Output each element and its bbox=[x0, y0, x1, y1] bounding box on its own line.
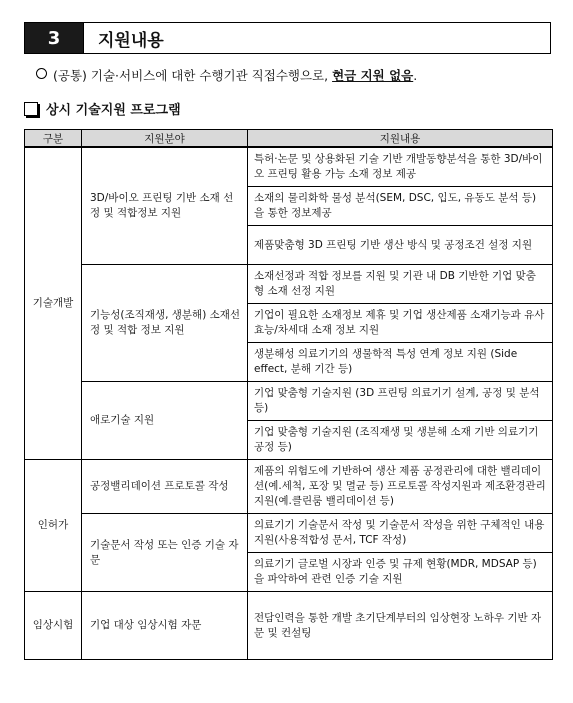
table-row bbox=[25, 265, 553, 304]
content-cell: 의료기기 기술문서 작성 및 기술문서 작성을 위한 구체적인 내용 지원(사용적합성 문서, TCF 작성) bbox=[248, 514, 553, 553]
content-cell: 생분해성 의료기기의 생물학적 특성 연계 정보 지원 (Side effect, 분해 기간 등) bbox=[248, 343, 553, 382]
table-row bbox=[25, 514, 553, 553]
content-cell: 기업 맞춤형 기술지원 (3D 프린팅 의료기기 설계, 공정 및 분석 등) bbox=[248, 382, 553, 421]
notice-emphasis: 현금 지원 없음 bbox=[332, 68, 414, 83]
notice-text: (공통) 기술·서비스에 대한 수행기관 직접수행으로, bbox=[53, 68, 333, 83]
table-header-row bbox=[25, 130, 553, 148]
category-cell: 임상시험 bbox=[25, 592, 82, 660]
table-row bbox=[25, 592, 553, 660]
content-cell: 기업이 필요한 소재정보 제휴 및 기업 생산제품 소재기능과 유사효능/차세대 소재 정보 지원 bbox=[248, 304, 553, 343]
section-title: 지원내용 bbox=[83, 23, 550, 53]
field-cell: 기업 대상 임상시험 자문 bbox=[82, 592, 248, 660]
content-cell: 기업 맞춤형 기술지원 (조직재생 및 생분해 소재 기반 의료기기 공정 등) bbox=[248, 421, 553, 460]
circle-bullet-icon bbox=[36, 68, 47, 79]
content-cell: 소재선정과 적합 정보를 지원 및 기관 내 DB 기반한 기업 맞춤형 소재 선정 지원 bbox=[248, 265, 553, 304]
field-cell: 기능성(조직재생, 생분해) 소재선정 및 적합 정보 지원 bbox=[82, 265, 248, 382]
notice-suffix: . bbox=[413, 68, 418, 83]
field-cell: 애로기술 지원 bbox=[82, 382, 248, 460]
content-cell: 소재의 물리화학 물성 분석(SEM, DSC, 입도, 유동도 분석 등)을 통한 정보제공 bbox=[248, 187, 553, 226]
table-row bbox=[25, 147, 553, 187]
category-cell: 인허가 bbox=[25, 460, 82, 592]
support-program-table bbox=[24, 129, 553, 660]
content-cell: 제품맞춤형 3D 프린팅 기반 생산 방식 및 공정조건 설정 지원 bbox=[248, 226, 553, 265]
content-cell: 의료기기 글로벌 시장과 인증 및 규제 현황(MDR, MDSAP 등)을 파악하여 관련 인증 기술 지원 bbox=[248, 553, 553, 592]
notice-line bbox=[36, 66, 417, 84]
table-row bbox=[25, 382, 553, 421]
field-cell: 공정밸리데이션 프로토콜 작성 bbox=[82, 460, 248, 514]
section-header bbox=[24, 22, 551, 54]
table-row bbox=[25, 460, 553, 514]
field-cell: 기술문서 작성 또는 인증 기술 자문 bbox=[82, 514, 248, 592]
subheading-text: 상시 기술지원 프로그램 bbox=[46, 103, 181, 118]
section-number: 3 bbox=[25, 23, 83, 53]
checkbox-bullet-icon bbox=[24, 102, 38, 116]
content-cell: 제품의 위험도에 기반하여 생산 제품 공정관리에 대한 밸리데이션(예.세척, 포장 및 멸균 등) 프로토콜 작성지원과 제조환경관리 지원(예.클린룸 밸리데이션 등) bbox=[248, 460, 553, 514]
header-content: 지원내용 bbox=[248, 130, 553, 148]
header-category: 구분 bbox=[25, 130, 82, 148]
subheading bbox=[24, 99, 181, 118]
header-field: 지원분야 bbox=[82, 130, 248, 148]
category-cell: 기술개발 bbox=[25, 147, 82, 460]
field-cell: 3D/바이오 프린팅 기반 소재 선정 및 적합정보 지원 bbox=[82, 147, 248, 265]
content-cell: 특허·논문 및 상용화된 기술 기반 개발동향분석을 통한 3D/바이오 프린팅 활용 가능 소재 정보 제공 bbox=[248, 147, 553, 187]
content-cell: 전담인력을 통한 개발 초기단계부터의 임상현장 노하우 기반 자문 및 컨설팅 bbox=[248, 592, 553, 660]
